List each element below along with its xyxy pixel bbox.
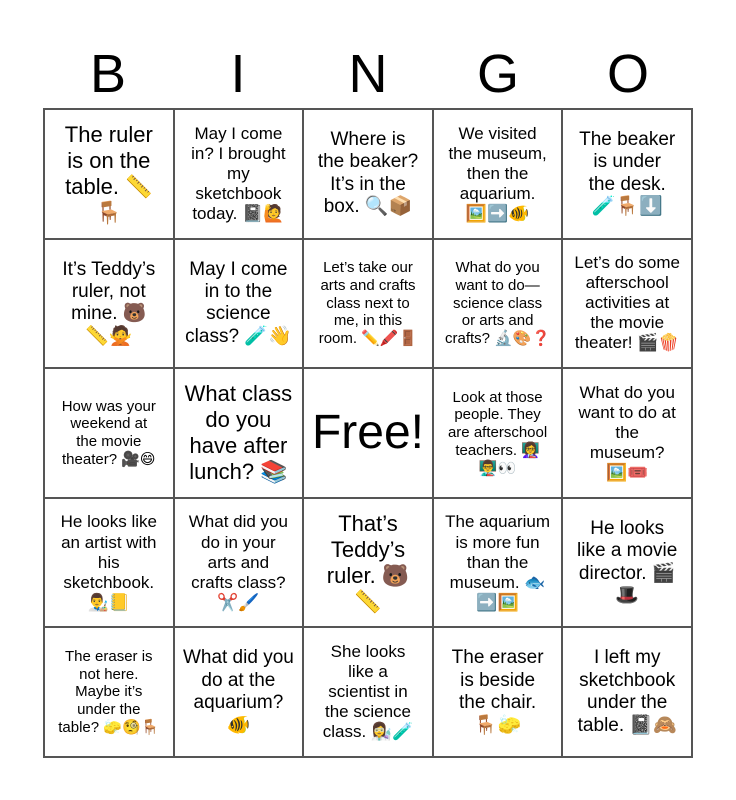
bingo-cell-r5c1[interactable] [44, 627, 174, 757]
bingo-cell-r2c3[interactable] [303, 239, 433, 369]
bingo-cell-r1c4[interactable] [433, 109, 563, 239]
bingo-cell-r4c3[interactable] [303, 498, 433, 628]
header-letter-b: B [89, 44, 127, 104]
bingo-cell-r1c5[interactable] [562, 109, 692, 239]
header-letter-g: G [476, 44, 519, 104]
header-letter-n: N [348, 44, 388, 104]
cell-text: The eraser is not here. Maybe it’s under the table? 🧽🧐🪑 [58, 647, 160, 736]
bingo-cell-r2c2[interactable] [174, 239, 304, 369]
cell-text: What class do you have after lunch? 📚 [184, 381, 293, 484]
bingo-board [43, 108, 693, 758]
bingo-cell-r5c5[interactable] [562, 627, 692, 757]
bingo-cell-r4c1[interactable] [44, 498, 174, 628]
bingo-cell-r4c4[interactable] [433, 498, 563, 628]
bingo-cell-r2c4[interactable] [433, 239, 563, 369]
cell-text: She looks like a scientist in the science class. 👩‍🔬🧪 [322, 642, 414, 742]
bingo-cell-r3c4[interactable] [433, 368, 563, 498]
cell-text: Look at those people. They are afterschool teachers. 👩‍🏫 👨‍🏫👀 [447, 388, 548, 477]
header-letter-i: I [230, 44, 246, 104]
cell-text: The aquarium is more fun than the museum. 🐟 ➡️🖼️ [445, 512, 551, 612]
bingo-cell-r5c3[interactable] [303, 627, 433, 757]
bingo-header [43, 40, 693, 108]
bingo-cell-r3c5[interactable] [562, 368, 692, 498]
cell-text: Let’s take our arts and crafts class next to me, in this room. ✏️🖍️🚪 [318, 259, 418, 347]
bingo-cell-r2c1[interactable] [44, 239, 174, 369]
bingo-cell-r2c5[interactable] [562, 239, 692, 369]
cell-text: What did you do at the aquarium? 🐠 [182, 647, 294, 736]
cell-text: May I come in? I brought my sketchbook today. 📓🙋 [191, 123, 286, 223]
cell-text: The beaker is under the desk. 🧪🪑⬇️ [579, 128, 676, 218]
bingo-cell-r4c2[interactable] [174, 498, 304, 628]
cell-text: I left my sketchbook under the table. 📓🙈 [577, 647, 677, 736]
cell-text: The ruler is on the table. 📏 🪑 [64, 121, 153, 225]
cell-text: It’s Teddy’s ruler, not mine. 🐻 📏🙅 [62, 258, 156, 347]
bingo-cell-free[interactable] [303, 368, 433, 498]
header-letter-o: O [606, 44, 649, 104]
bingo-cell-r5c4[interactable] [433, 627, 563, 757]
cell-text: He looks like a movie director. 🎬 🎩 [577, 517, 678, 606]
cell-text: How was your weekend at the movie theater? 🎥😄 [61, 397, 156, 468]
cell-text: May I come in to the science class? 🧪👋 [185, 258, 292, 347]
cell-text: What do you want to do at the museum? 🖼️🎟️ [578, 382, 676, 483]
bingo-cell-r4c5[interactable] [562, 498, 692, 628]
bingo-cell-r1c3[interactable] [303, 109, 433, 239]
cell-text: Let’s do some afterschool activities at the movie theater! 🎬🍿 [574, 253, 680, 353]
bingo-cell-r3c1[interactable] [44, 368, 174, 498]
cell-text: Where is the beaker? It’s in the box. 🔍📦 [317, 128, 419, 218]
cell-text: That’s Teddy’s ruler. 🐻 📏 [326, 510, 410, 614]
free-space-label: Free! [311, 405, 424, 459]
cell-text: What do you want to do— science class or arts and crafts? 🔬🎨❓ [444, 259, 551, 347]
bingo-cell-r3c2[interactable] [174, 368, 304, 498]
bingo-cell-r5c2[interactable] [174, 627, 304, 757]
bingo-cell-r1c2[interactable] [174, 109, 304, 239]
cell-text: What did you do in your arts and crafts class? ✂️🖌️ [188, 512, 288, 612]
cell-text: We visited the museum, then the aquarium. 🖼️➡️🐠 [448, 123, 547, 223]
cell-text: The eraser is beside the chair. 🪑🧽 [451, 647, 544, 736]
cell-text: He looks like an artist with his sketchbook. 👨‍🎨📒 [60, 512, 157, 612]
bingo-cell-r1c1[interactable] [44, 109, 174, 239]
